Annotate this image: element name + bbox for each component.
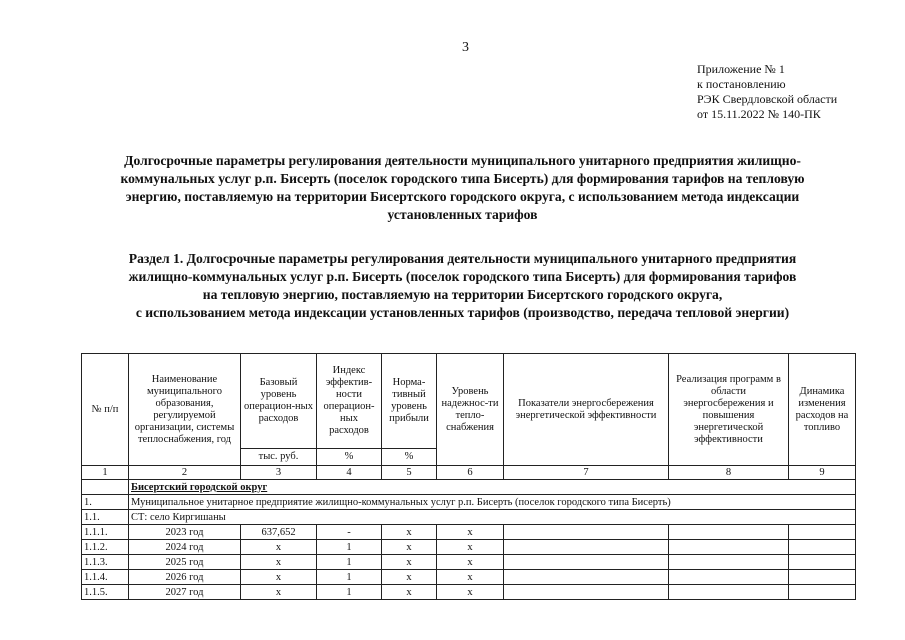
row-base-opex: x	[241, 570, 317, 585]
table-row	[82, 540, 856, 555]
row-base-opex: 637,652	[241, 525, 317, 540]
appendix-line: РЭК Свердловской области	[697, 92, 838, 106]
row-reliability: x	[437, 525, 504, 540]
row-fuel-dynamics	[789, 585, 856, 600]
row-base-opex: x	[241, 585, 317, 600]
system-number: 1.1.	[82, 510, 129, 525]
row-profit-level: x	[382, 555, 437, 570]
column-number: 8	[669, 466, 789, 480]
document-title	[60, 152, 865, 224]
row-fuel-dynamics	[789, 525, 856, 540]
org-name: Муниципальное унитарное предприятие жилищно-коммунальных услуг р.п. Бисерть (поселок городского типа Бисерть)	[129, 495, 856, 510]
row-energy-saving	[504, 555, 669, 570]
row-programs	[669, 585, 789, 600]
column-number: 1	[82, 466, 129, 480]
row-year: 2025 год	[129, 555, 241, 570]
row-energy-saving	[504, 540, 669, 555]
appendix-line: к постановлению	[697, 77, 786, 91]
row-number: 1.1.1.	[82, 525, 129, 540]
header-reliability: Уровень надежнос-ти тепло-снабжения	[437, 354, 504, 466]
row-energy-saving	[504, 525, 669, 540]
row-profit-level: x	[382, 525, 437, 540]
appendix-line: от 15.11.2022 № 140-ПК	[697, 107, 821, 121]
table-row	[82, 570, 856, 585]
row-efficiency-index: 1	[317, 570, 382, 585]
system-name: СТ: село Киргишаны	[129, 510, 856, 525]
district-row	[82, 480, 856, 495]
row-profit-level: x	[382, 585, 437, 600]
org-number: 1.	[82, 495, 129, 510]
table-row	[82, 555, 856, 570]
row-fuel-dynamics	[789, 540, 856, 555]
row-year: 2027 год	[129, 585, 241, 600]
row-efficiency-index: 1	[317, 585, 382, 600]
row-energy-saving	[504, 570, 669, 585]
row-profit-level: x	[382, 570, 437, 585]
row-efficiency-index: 1	[317, 555, 382, 570]
appendix-block	[697, 62, 837, 122]
row-programs	[669, 525, 789, 540]
column-number: 4	[317, 466, 382, 480]
row-reliability: x	[437, 555, 504, 570]
system-row	[82, 510, 856, 525]
column-number: 6	[437, 466, 504, 480]
header-profit-level: Норма-тивный уровень прибыли	[382, 354, 437, 449]
row-number: 1.1.4.	[82, 570, 129, 585]
table-row	[82, 525, 856, 540]
title-line: установленных тарифов	[387, 207, 538, 222]
section-line: с использованием метода индексации установленных тарифов (производство, передача тепловой энергии)	[135, 305, 790, 320]
row-fuel-dynamics	[789, 570, 856, 585]
unit-base-opex: тыс. руб.	[241, 449, 317, 466]
row-reliability: x	[437, 585, 504, 600]
row-reliability: x	[437, 570, 504, 585]
header-base-opex: Базовый уровень операцион-ных расходов	[241, 354, 317, 449]
district-name: Бисертский городской округ	[131, 481, 268, 493]
header-number: № п/п	[82, 354, 129, 466]
row-year: 2023 год	[129, 525, 241, 540]
header-efficiency-index: Индекс эффектив-ности операцион-ных расходов	[317, 354, 382, 449]
organization-row	[82, 495, 856, 510]
column-number: 2	[129, 466, 241, 480]
appendix-line: Приложение № 1	[697, 62, 785, 76]
row-efficiency-index: 1	[317, 540, 382, 555]
row-number: 1.1.3.	[82, 555, 129, 570]
column-number: 7	[504, 466, 669, 480]
header-name: Наименование муниципального образования, регулируемой организации, системы теплоснабжения, год	[129, 354, 241, 466]
row-energy-saving	[504, 585, 669, 600]
section-line: жилищно-коммунальных услуг р.п. Бисерть (поселок городского типа Бисерть) для формирования тарифов	[128, 269, 797, 284]
column-number: 3	[241, 466, 317, 480]
title-line: коммунальных услуг р.п. Бисерть (поселок городского типа Бисерть) для формирования тарифов на тепловую	[120, 171, 805, 186]
row-number: 1.1.2.	[82, 540, 129, 555]
row-year: 2026 год	[129, 570, 241, 585]
header-fuel-dynamics: Динамика изменения расходов на топливо	[789, 354, 856, 466]
column-number: 9	[789, 466, 856, 480]
table-row	[82, 585, 856, 600]
row-number: 1.1.5.	[82, 585, 129, 600]
row-fuel-dynamics	[789, 555, 856, 570]
row-base-opex: x	[241, 540, 317, 555]
row-year: 2024 год	[129, 540, 241, 555]
header-programs: Реализация программ в области энергосбережения и повышения энергетической эффективности	[669, 354, 789, 466]
section-line: Раздел 1. Долгосрочные параметры регулирования деятельности муниципального унитарного предприятия	[128, 251, 797, 266]
column-numbers-row	[82, 466, 856, 480]
row-programs	[669, 570, 789, 585]
title-line: энергию, поставляемую на территории Бисертского городского округа, с использованием метода индексации	[125, 189, 800, 204]
row-profit-level: x	[382, 540, 437, 555]
page-number: 3	[462, 40, 469, 55]
section-line: на тепловую энергию, поставляемую на территории Бисертского городского округа,	[202, 287, 723, 302]
parameters-table	[81, 353, 856, 600]
column-number: 5	[382, 466, 437, 480]
row-programs	[669, 540, 789, 555]
unit-efficiency-index: %	[317, 449, 382, 466]
header-energy-saving: Показатели энергосбережения энергетической эффективности	[504, 354, 669, 466]
row-programs	[669, 555, 789, 570]
section-heading	[60, 250, 865, 322]
row-reliability: x	[437, 540, 504, 555]
row-efficiency-index: -	[317, 525, 382, 540]
title-line: Долгосрочные параметры регулирования деятельности муниципального унитарного предприятия жилищно-	[124, 153, 801, 168]
unit-profit-level: %	[382, 449, 437, 466]
row-base-opex: x	[241, 555, 317, 570]
